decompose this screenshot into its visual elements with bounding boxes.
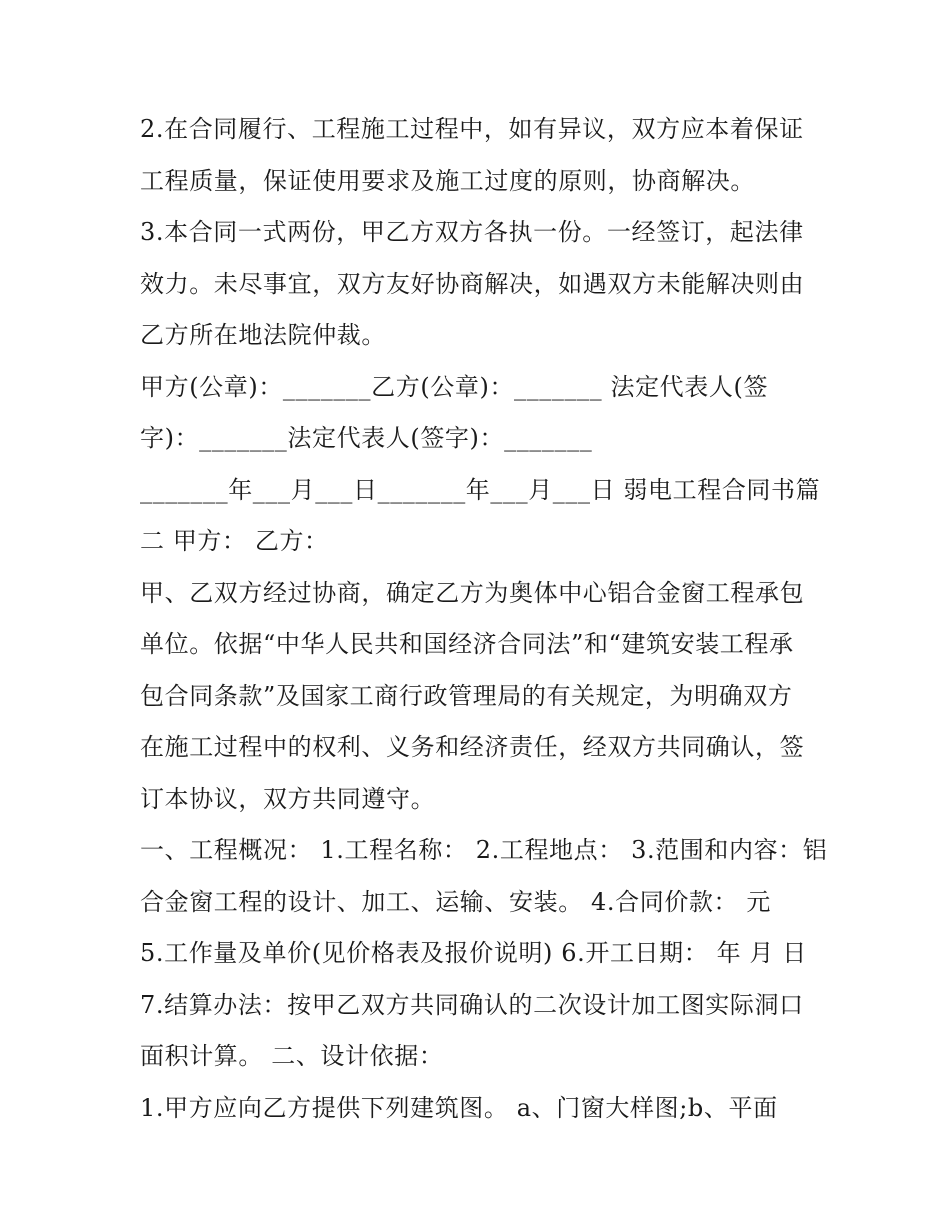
text-line: 3.本合同一式两份，甲乙方双方各执一份。一经签订，起法律 xyxy=(140,218,804,246)
text-line: 面积计算。 二、设计依据： xyxy=(140,1042,444,1070)
text-line: 合金窗工程的设计、加工、运输、安装。 4.合同价款： 元 xyxy=(140,887,771,916)
signature-line: 字)：_______法定代表人(签字)：_______ xyxy=(140,424,593,452)
text-line: 单位。依据“中华人民共和国经济合同法”和“建筑安装工程承 xyxy=(140,630,794,658)
text-line: 效力。未尽事宜，双方友好协商解决，如遇双方未能解决则由 xyxy=(140,269,805,298)
text-line: 5.工作量及单价(见价格表及报价说明) 6.开工日期： 年 月 日 xyxy=(140,939,807,967)
document-body xyxy=(140,104,828,1134)
text-line: 二 甲方： 乙方： xyxy=(140,527,329,555)
text-line: 1.甲方应向乙方提供下列建筑图。 a、门窗大样图;b、平面 xyxy=(140,1093,778,1122)
date-line: _______年___月___日_______年___月___日 弱电工程合同书篇 xyxy=(140,475,821,504)
text-line: 包合同条款”及国家工商行政管理局的有关规定，为明确双方 xyxy=(140,681,793,710)
text-line: 在施工过程中的权利、义务和经济责任，经双方共同确认，签 xyxy=(140,733,805,761)
text-line: 7.结算办法：按甲乙双方共同确认的二次设计加工图实际洞口 xyxy=(140,990,804,1019)
text-line: 2.在合同履行、工程施工过程中，如有异议，双方应本着保证 xyxy=(140,115,804,143)
text-line: 甲、乙双方经过协商，确定乙方为奥体中心铝合金窗工程承包 xyxy=(140,578,805,607)
signature-line: 甲方(公章)：_______乙方(公章)：_______ 法定代表人(签 xyxy=(140,372,769,401)
text-line: 订本协议，双方共同遵守。 xyxy=(140,784,436,813)
text-line: 一、工程概况： 1.工程名称： 2.工程地点： 3.范围和内容：铝 xyxy=(140,836,828,864)
text-line: 乙方所在地法院仲裁。 xyxy=(140,321,386,349)
text-line: 工程质量，保证使用要求及施工过度的原则，协商解决。 xyxy=(140,166,755,195)
